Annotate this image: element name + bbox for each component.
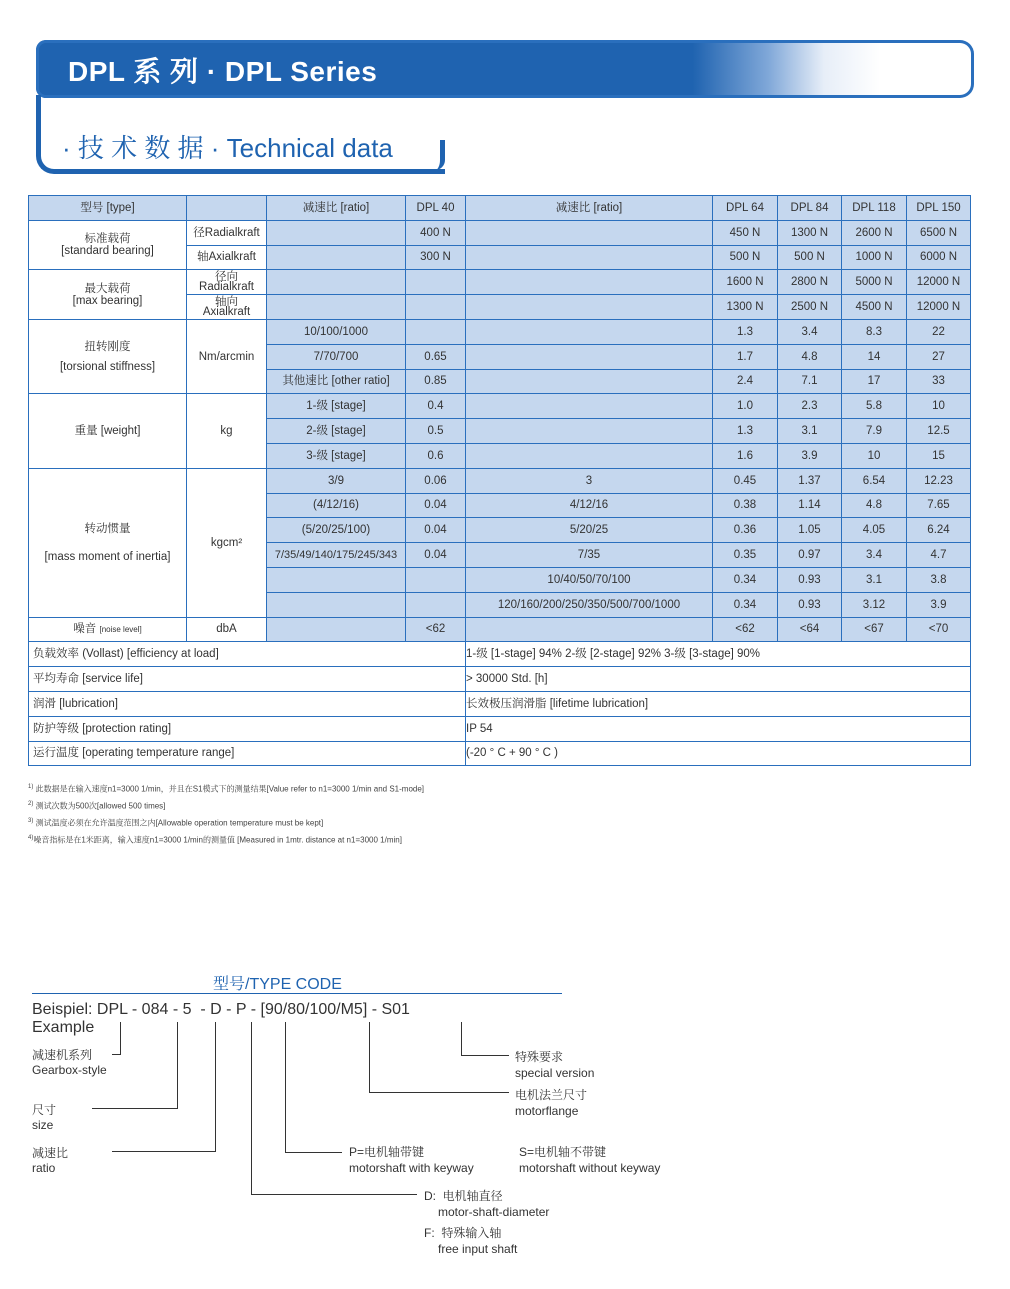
- cell: 1.6: [713, 443, 778, 468]
- ratio-connector: [112, 1151, 216, 1152]
- special-en: special version: [515, 1066, 595, 1080]
- temperature-label: 运行温度 [operating temperature range]: [29, 741, 466, 766]
- standard-bearing-label: [29, 220, 187, 270]
- footnote: [28, 780, 424, 797]
- temperature-value: (-20 ° C + 90 ° C ): [466, 741, 971, 766]
- cell: [466, 270, 713, 295]
- head-dpl40: DPL 40: [406, 196, 466, 221]
- head-dpl64: DPL 64: [713, 196, 778, 221]
- label-cn: 径向: [215, 271, 238, 284]
- inertia-label: [29, 468, 187, 617]
- cell: [267, 592, 406, 617]
- cell: 3: [466, 468, 713, 493]
- size-connector: [92, 1108, 178, 1109]
- gearbox-en: Gearbox-style: [32, 1063, 107, 1077]
- p-option-en: motorshaft with keyway: [349, 1161, 474, 1175]
- label-cn: 扭转刚度: [84, 340, 131, 353]
- f-option-cn: F: 特殊输入轴: [424, 1226, 502, 1240]
- cell: 0.85: [406, 369, 466, 394]
- head-dpl150: DPL 150: [907, 196, 971, 221]
- cell: 0.38: [713, 493, 778, 518]
- footnote-text: 噪音指标是在1米距离，输入速度n1=3000 1/min的测量值 [Measured in 1mtr. distance at n1=3000 1/min]: [33, 836, 402, 846]
- flange-connector: [369, 1092, 509, 1093]
- table-row: [29, 270, 971, 295]
- cell: 22: [907, 319, 971, 344]
- cell: 1.3: [713, 419, 778, 444]
- footnote-text: 此数据是在输入速度n1=3000 1/min，并且在S1模式下的测量结果[Value refer to n1=3000 1/min and S1-mode]: [35, 784, 425, 794]
- footnote-number: 1): [28, 784, 34, 790]
- cell: [406, 567, 466, 592]
- cell: 3-级 [stage]: [267, 443, 406, 468]
- label-en: Radialkraft: [199, 281, 254, 294]
- section-title: · 技 术 数 据 · Technical data: [62, 133, 393, 163]
- cell: 2600 N: [842, 220, 907, 245]
- gearbox-connector: [120, 1022, 121, 1055]
- cell: (4/12/16): [267, 493, 406, 518]
- cell: 6.24: [907, 518, 971, 543]
- cell: 4.8: [842, 493, 907, 518]
- cell: 1.7: [713, 344, 778, 369]
- cell: 12.23: [907, 468, 971, 493]
- label-cn: 转动惯量: [84, 522, 131, 535]
- cell: 0.35: [713, 543, 778, 568]
- cell: 0.6: [406, 443, 466, 468]
- cell: 0.97: [778, 543, 842, 568]
- cell: 27: [907, 344, 971, 369]
- d-connector: [251, 1194, 417, 1195]
- footnote: [28, 831, 424, 848]
- cell: 3.9: [907, 592, 971, 617]
- protection-label: 防护等级 [protection rating]: [29, 716, 466, 741]
- cell: [466, 369, 713, 394]
- gearbox-cn: 减速机系列: [32, 1048, 93, 1062]
- cell: <64: [778, 617, 842, 642]
- footnote-text: 测试次数为500次[allowed 500 times]: [35, 801, 166, 811]
- cell: <62: [713, 617, 778, 642]
- special-connector: [461, 1055, 509, 1056]
- cell: [466, 344, 713, 369]
- radial-label: 径Radialkraft: [187, 220, 267, 245]
- label-en: [mass moment of inertia]: [44, 550, 171, 563]
- cell: 1.0: [713, 394, 778, 419]
- cell: <70: [907, 617, 971, 642]
- s-option-cn: S=电机轴不带键: [519, 1145, 607, 1159]
- cell: 2800 N: [778, 270, 842, 295]
- cell: 7/35/49/140/175/245/343: [267, 543, 406, 568]
- cell: [466, 419, 713, 444]
- table-row: [29, 716, 971, 741]
- cell: 3.4: [842, 543, 907, 568]
- label-en: [torsional stiffness]: [59, 360, 156, 373]
- label-en: [max bearing]: [72, 294, 143, 307]
- cell: 0.04: [406, 543, 466, 568]
- cell: 14: [842, 344, 907, 369]
- table-row: [29, 741, 971, 766]
- example-word: Example: [32, 1019, 95, 1036]
- cell: 0.06: [406, 468, 466, 493]
- table-row: [29, 617, 971, 642]
- table-header-row: [29, 196, 971, 221]
- example-line: Beispiel: DPL - 084 - 5 - D - P - [90/80/100/M5] - S01: [32, 1001, 410, 1018]
- cell: 33: [907, 369, 971, 394]
- cell: 4/12/16: [466, 493, 713, 518]
- cell: 1.14: [778, 493, 842, 518]
- cell: 6000 N: [907, 245, 971, 270]
- table-row: [29, 667, 971, 692]
- cell: 4500 N: [842, 295, 907, 320]
- technical-data-table: [28, 195, 971, 766]
- weight-label: 重量 [weight]: [29, 394, 187, 468]
- size-connector: [177, 1022, 178, 1109]
- cell: 450 N: [713, 220, 778, 245]
- unit: Nm/arcmin: [187, 319, 267, 393]
- cell: 8.3: [842, 319, 907, 344]
- cell: 300 N: [406, 245, 466, 270]
- lubrication-label: 润滑 [lubrication]: [29, 691, 466, 716]
- cell: [267, 245, 406, 270]
- table-row: [29, 642, 971, 667]
- cell: 3.4: [778, 319, 842, 344]
- noise-label: [29, 617, 187, 642]
- page-title: DPL 系 列 · DPL Series: [68, 56, 378, 87]
- p-option-cn: P=电机轴带键: [349, 1145, 425, 1159]
- cell: <67: [842, 617, 907, 642]
- cell: [466, 295, 713, 320]
- label-en: Axialkraft: [202, 306, 251, 319]
- d-option-cn: D: 电机轴直径: [424, 1189, 503, 1203]
- cell: 17: [842, 369, 907, 394]
- life-value: > 30000 Std. [h]: [466, 667, 971, 692]
- cell: 10/100/1000: [267, 319, 406, 344]
- stiffness-label: [29, 319, 187, 393]
- radial-label: [187, 270, 267, 295]
- cell: 1000 N: [842, 245, 907, 270]
- label-cn: 轴向: [215, 296, 238, 309]
- typecode-title-rule: [32, 993, 562, 994]
- cell: 其他速比 [other ratio]: [267, 369, 406, 394]
- label-cn: 标准载荷: [84, 233, 131, 246]
- cell: 7.9: [842, 419, 907, 444]
- cell: 5.8: [842, 394, 907, 419]
- life-label: 平均寿命 [service life]: [29, 667, 466, 692]
- cell: 0.34: [713, 592, 778, 617]
- cell: 0.5: [406, 419, 466, 444]
- cell: [406, 319, 466, 344]
- cell: [406, 270, 466, 295]
- footnote-text: 测试温度必须在允许温度范围之内[Allowable operation temperature must be kept]: [35, 818, 324, 828]
- label-cn: 最大载荷: [84, 282, 131, 295]
- special-connector: [461, 1022, 462, 1056]
- axial-label: [187, 295, 267, 320]
- d-option-en: motor-shaft-diameter: [438, 1205, 550, 1219]
- footnotes: [28, 780, 424, 849]
- f-option-en: free input shaft: [438, 1242, 518, 1256]
- protection-value: IP 54: [466, 716, 971, 741]
- cell: (5/20/25/100): [267, 518, 406, 543]
- footnote-number: 2): [28, 801, 34, 808]
- cell: [466, 617, 713, 642]
- cell: 7.1: [778, 369, 842, 394]
- cell: 500 N: [778, 245, 842, 270]
- table-row: [29, 468, 971, 493]
- cell: 500 N: [713, 245, 778, 270]
- cell: 0.4: [406, 394, 466, 419]
- ratio-en: ratio: [32, 1161, 56, 1175]
- cell: 4.05: [842, 518, 907, 543]
- cell: 0.45: [713, 468, 778, 493]
- label-en: [standard bearing]: [61, 245, 154, 258]
- cell: 3.12: [842, 592, 907, 617]
- flange-cn: 电机法兰尺寸: [515, 1088, 588, 1102]
- cell: 6500 N: [907, 220, 971, 245]
- cell: 1.3: [713, 319, 778, 344]
- cell: [267, 220, 406, 245]
- cell: 10/40/50/70/100: [466, 567, 713, 592]
- head-ratio: 减速比 [ratio]: [267, 196, 406, 221]
- cell: 5/20/25: [466, 518, 713, 543]
- cell: 0.34: [713, 567, 778, 592]
- efficiency-label: 负载效率 (Vollast) [efficiency at load]: [29, 642, 466, 667]
- cell: [267, 567, 406, 592]
- cell: 1.05: [778, 518, 842, 543]
- cell: [267, 270, 406, 295]
- cell: 3.1: [778, 419, 842, 444]
- cell: 10: [842, 443, 907, 468]
- table-row: [29, 319, 971, 344]
- cell: 0.04: [406, 518, 466, 543]
- cell: 400 N: [406, 220, 466, 245]
- head-ratio-2: 减速比 [ratio]: [466, 196, 713, 221]
- footnote: [28, 797, 424, 814]
- cell: 3.1: [842, 567, 907, 592]
- unit: kgcm²: [187, 468, 267, 617]
- cell: 12000 N: [907, 270, 971, 295]
- cell: [466, 245, 713, 270]
- cell: 3/9: [267, 468, 406, 493]
- cell: 1300 N: [713, 295, 778, 320]
- cell: 2500 N: [778, 295, 842, 320]
- cell: 1600 N: [713, 270, 778, 295]
- table-row: [29, 691, 971, 716]
- cell: 12000 N: [907, 295, 971, 320]
- cell: [406, 295, 466, 320]
- cell: [406, 592, 466, 617]
- cell: [466, 220, 713, 245]
- table-row: [29, 220, 971, 245]
- cell: 0.65: [406, 344, 466, 369]
- p-connector: [285, 1022, 286, 1153]
- cell: 4.8: [778, 344, 842, 369]
- cell: [466, 319, 713, 344]
- size-cn: 尺寸: [32, 1103, 57, 1117]
- cell: 0.04: [406, 493, 466, 518]
- cell: 5000 N: [842, 270, 907, 295]
- p-connector: [285, 1152, 342, 1153]
- table-row: [29, 394, 971, 419]
- cell: 1300 N: [778, 220, 842, 245]
- special-cn: 特殊要求: [515, 1050, 564, 1064]
- cell: 7/70/700: [267, 344, 406, 369]
- head-dpl84: DPL 84: [778, 196, 842, 221]
- footnote-number: 3): [28, 818, 34, 825]
- cell: 120/160/200/250/350/500/700/1000: [466, 592, 713, 617]
- efficiency-value: 1-级 [1-stage] 94% 2-级 [2-stage] 92% 3-级 [3-stage] 90%: [466, 642, 971, 667]
- cell: [267, 617, 406, 642]
- cell: 3.8: [907, 567, 971, 592]
- cell: [466, 443, 713, 468]
- cell: <62: [406, 617, 466, 642]
- flange-en: motorflange: [515, 1104, 579, 1118]
- footnote: [28, 814, 424, 831]
- head-empty: [187, 196, 267, 221]
- unit: dbA: [187, 617, 267, 642]
- size-en: size: [32, 1118, 54, 1132]
- lubrication-value: 长效极压润滑脂 [lifetime lubrication]: [466, 691, 971, 716]
- ratio-connector: [215, 1022, 216, 1152]
- cell: [466, 394, 713, 419]
- axial-label: 轴Axialkraft: [187, 245, 267, 270]
- cell: 7/35: [466, 543, 713, 568]
- head-type: 型号 [type]: [29, 196, 187, 221]
- s-option-en: motorshaft without keyway: [519, 1161, 661, 1175]
- gearbox-connector: [112, 1054, 121, 1055]
- label-en: [noise level]: [99, 624, 142, 634]
- cell: 1.37: [778, 468, 842, 493]
- flange-connector: [369, 1022, 370, 1093]
- cell: 2.4: [713, 369, 778, 394]
- cell: 1-级 [stage]: [267, 394, 406, 419]
- cell: 4.7: [907, 543, 971, 568]
- cell: 6.54: [842, 468, 907, 493]
- cell: 10: [907, 394, 971, 419]
- typecode-title: 型号/TYPE CODE: [213, 976, 342, 993]
- cell: [267, 295, 406, 320]
- cell: 0.93: [778, 592, 842, 617]
- label-cn: 噪音: [73, 622, 97, 635]
- cell: 0.36: [713, 518, 778, 543]
- head-dpl118: DPL 118: [842, 196, 907, 221]
- cell: 3.9: [778, 443, 842, 468]
- subtitle-frame-tail: [430, 140, 445, 170]
- max-bearing-label: [29, 270, 187, 320]
- cell: 0.93: [778, 567, 842, 592]
- cell: 12.5: [907, 419, 971, 444]
- footnote-number: 4): [28, 835, 34, 842]
- cell: 2-级 [stage]: [267, 419, 406, 444]
- unit: kg: [187, 394, 267, 468]
- cell: 15: [907, 443, 971, 468]
- d-connector: [251, 1022, 252, 1195]
- cell: 7.65: [907, 493, 971, 518]
- ratio-cn: 减速比: [32, 1146, 69, 1160]
- cell: 2.3: [778, 394, 842, 419]
